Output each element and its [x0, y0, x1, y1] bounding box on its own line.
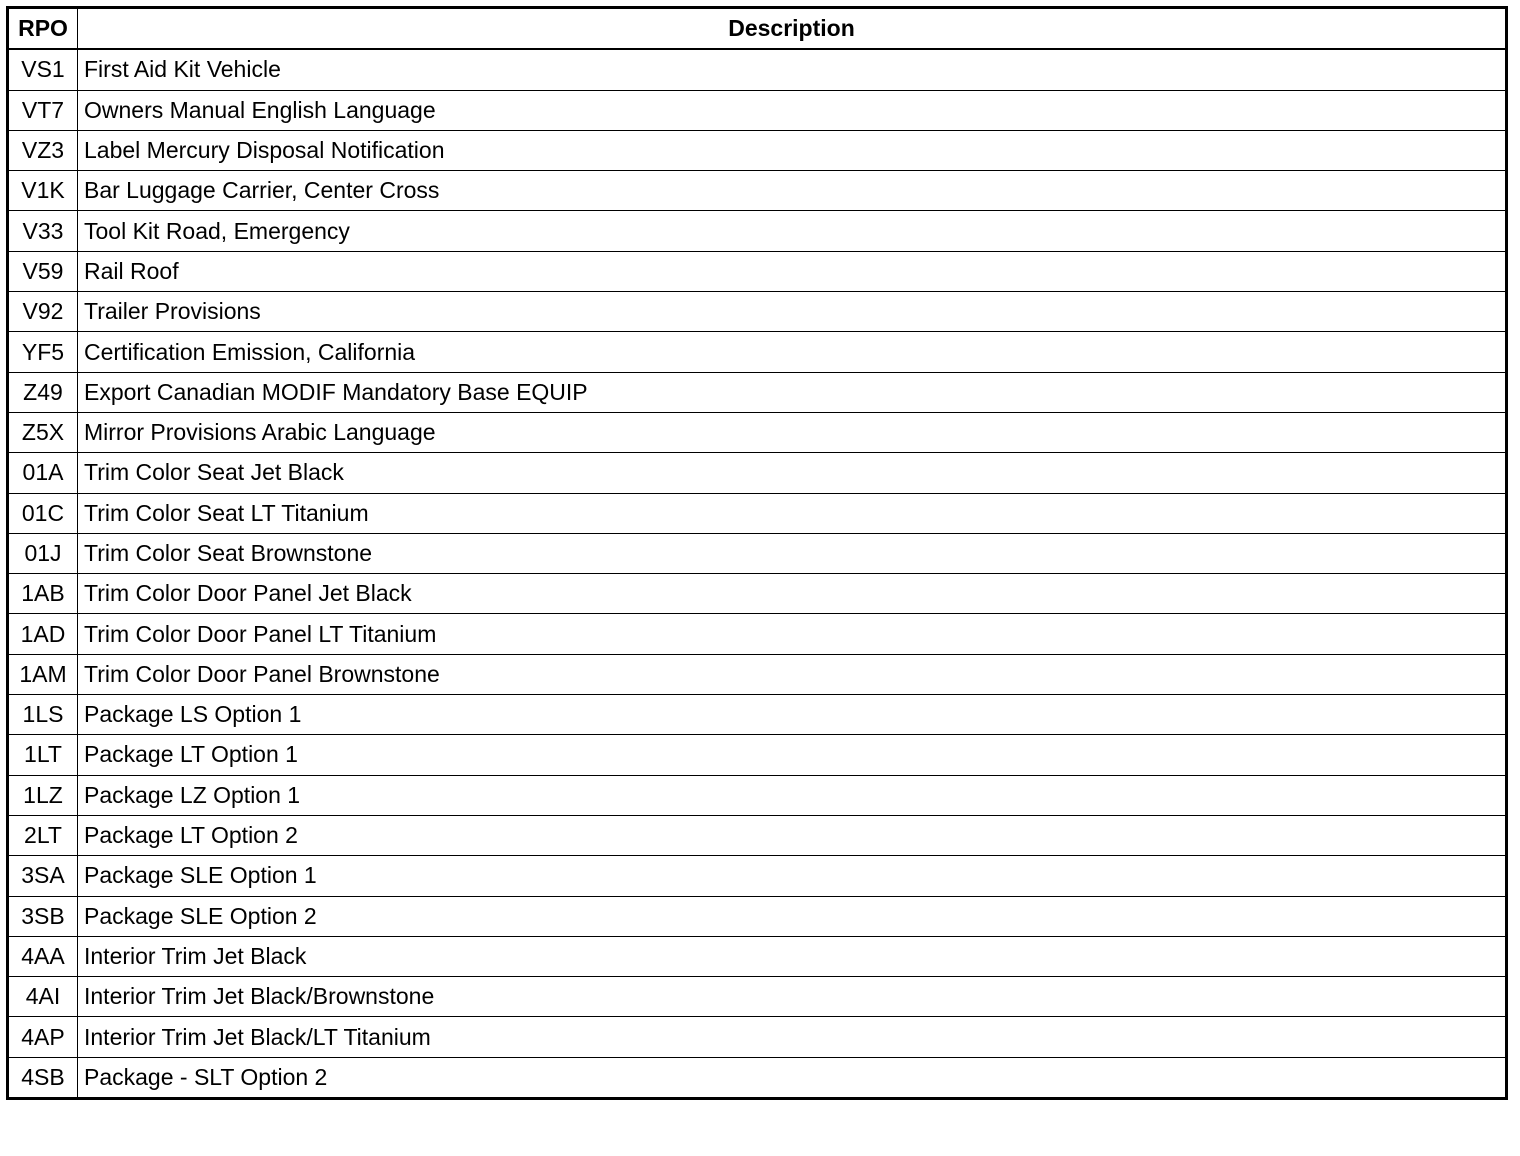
table-row	[8, 412, 1507, 452]
table-row	[8, 856, 1507, 896]
description-cell: Package SLE Option 2	[78, 896, 1507, 936]
description-cell: Interior Trim Jet Black	[78, 936, 1507, 976]
description-cell: Package LS Option 1	[78, 695, 1507, 735]
table-row	[8, 614, 1507, 654]
rpo-code-cell: 1AM	[8, 654, 78, 694]
description-cell: Trim Color Seat LT Titanium	[78, 493, 1507, 533]
table-row	[8, 775, 1507, 815]
rpo-code-cell: Z5X	[8, 412, 78, 452]
table-row	[8, 211, 1507, 251]
rpo-code-cell: V59	[8, 251, 78, 291]
table-row	[8, 533, 1507, 573]
description-cell: Package LZ Option 1	[78, 775, 1507, 815]
description-cell: Export Canadian MODIF Mandatory Base EQUIP	[78, 372, 1507, 412]
description-cell: Label Mercury Disposal Notification	[78, 130, 1507, 170]
description-cell: Trailer Provisions	[78, 292, 1507, 332]
rpo-code-cell: 3SA	[8, 856, 78, 896]
rpo-code-cell: 3SB	[8, 896, 78, 936]
table-row	[8, 453, 1507, 493]
description-cell: Interior Trim Jet Black/Brownstone	[78, 977, 1507, 1017]
table-row	[8, 654, 1507, 694]
description-cell: Owners Manual English Language	[78, 90, 1507, 130]
table-row	[8, 1057, 1507, 1098]
rpo-code-cell: VT7	[8, 90, 78, 130]
rpo-code-cell: 2LT	[8, 815, 78, 855]
rpo-code-cell: V33	[8, 211, 78, 251]
description-cell: Bar Luggage Carrier, Center Cross	[78, 171, 1507, 211]
table-row	[8, 815, 1507, 855]
table-row	[8, 493, 1507, 533]
header-rpo: RPO	[8, 8, 78, 50]
table-row	[8, 735, 1507, 775]
description-cell: Interior Trim Jet Black/LT Titanium	[78, 1017, 1507, 1057]
rpo-code-cell: 1LT	[8, 735, 78, 775]
rpo-code-cell: 4AI	[8, 977, 78, 1017]
table-body	[8, 49, 1507, 1098]
table-row	[8, 130, 1507, 170]
table-row	[8, 1017, 1507, 1057]
description-cell: Trim Color Seat Jet Black	[78, 453, 1507, 493]
rpo-code-cell: VZ3	[8, 130, 78, 170]
rpo-code-cell: 4AA	[8, 936, 78, 976]
description-cell: Package - SLT Option 2	[78, 1057, 1507, 1098]
rpo-code-cell: V92	[8, 292, 78, 332]
rpo-code-cell: 01A	[8, 453, 78, 493]
description-cell: Package SLE Option 1	[78, 856, 1507, 896]
description-cell: First Aid Kit Vehicle	[78, 49, 1507, 90]
rpo-code-cell: VS1	[8, 49, 78, 90]
table-row	[8, 171, 1507, 211]
description-cell: Trim Color Door Panel Jet Black	[78, 574, 1507, 614]
rpo-code-cell: 4SB	[8, 1057, 78, 1098]
rpo-code-cell: YF5	[8, 332, 78, 372]
rpo-code-cell: 1LS	[8, 695, 78, 735]
table-row	[8, 292, 1507, 332]
rpo-code-cell: 1AD	[8, 614, 78, 654]
description-cell: Certification Emission, California	[78, 332, 1507, 372]
table-row	[8, 251, 1507, 291]
table-row	[8, 372, 1507, 412]
rpo-code-cell: 01J	[8, 533, 78, 573]
table-row	[8, 90, 1507, 130]
table-row	[8, 977, 1507, 1017]
description-cell: Rail Roof	[78, 251, 1507, 291]
description-cell: Trim Color Seat Brownstone	[78, 533, 1507, 573]
rpo-code-cell: Z49	[8, 372, 78, 412]
table-row	[8, 896, 1507, 936]
table-row	[8, 49, 1507, 90]
description-cell: Package LT Option 2	[78, 815, 1507, 855]
description-cell: Trim Color Door Panel LT Titanium	[78, 614, 1507, 654]
description-cell: Package LT Option 1	[78, 735, 1507, 775]
table-row	[8, 936, 1507, 976]
rpo-code-cell: 01C	[8, 493, 78, 533]
table-row	[8, 574, 1507, 614]
rpo-code-cell: 1LZ	[8, 775, 78, 815]
table-header	[8, 8, 1507, 50]
description-cell: Trim Color Door Panel Brownstone	[78, 654, 1507, 694]
header-description: Description	[78, 8, 1507, 50]
rpo-table	[6, 6, 1508, 1100]
description-cell: Tool Kit Road, Emergency	[78, 211, 1507, 251]
description-cell: Mirror Provisions Arabic Language	[78, 412, 1507, 452]
rpo-code-cell: 4AP	[8, 1017, 78, 1057]
rpo-code-cell: V1K	[8, 171, 78, 211]
table-row	[8, 332, 1507, 372]
table-row	[8, 695, 1507, 735]
header-row	[8, 8, 1507, 50]
rpo-code-cell: 1AB	[8, 574, 78, 614]
